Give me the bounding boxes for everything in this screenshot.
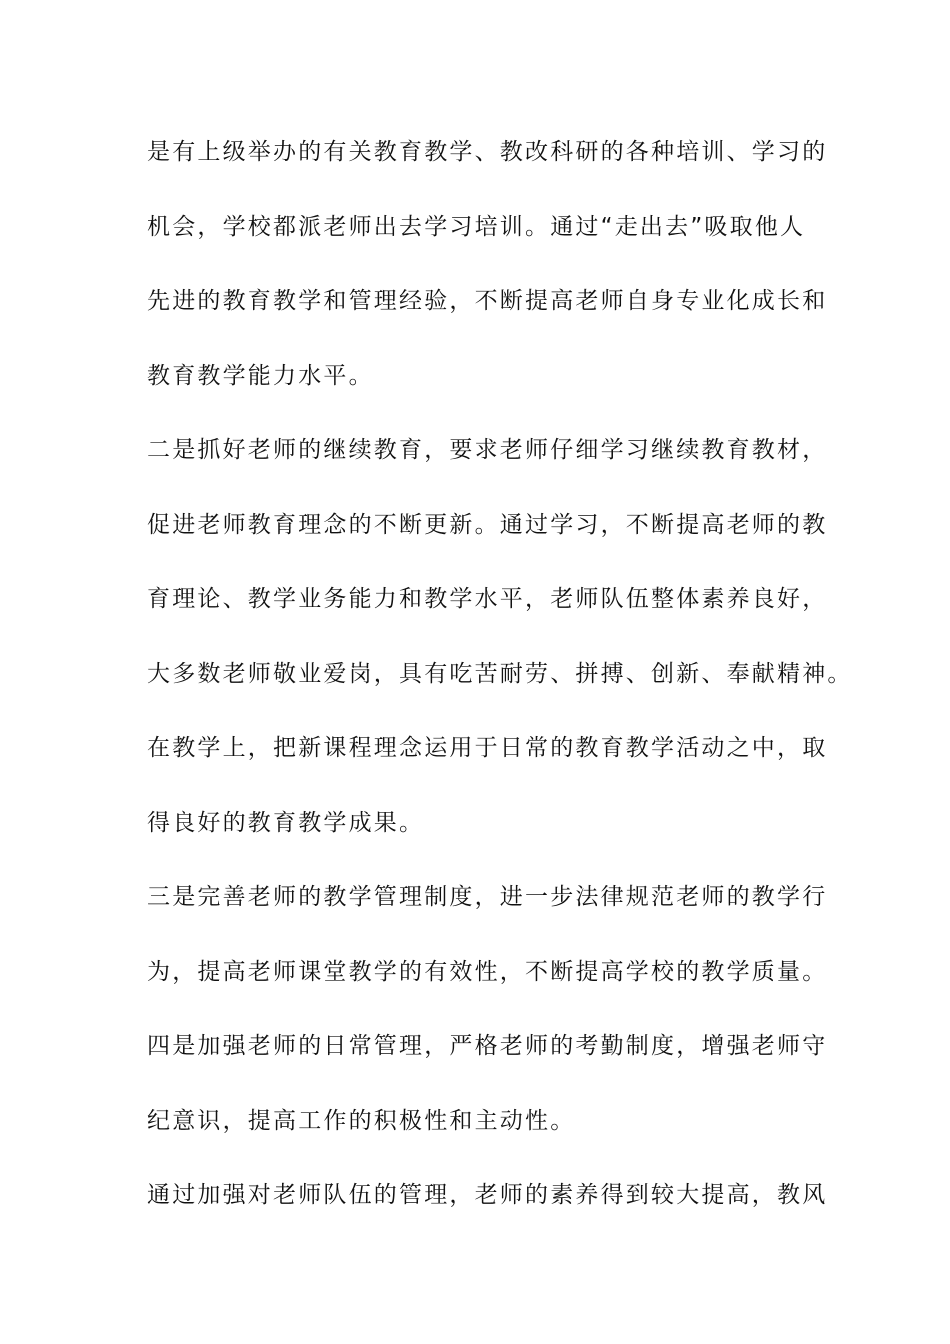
text-line: 为，提高老师课堂教学的有效性，不断提高学校的教学质量。 xyxy=(147,958,828,985)
text-line: 大多数老师敬业爱岗，具有吃苦耐劳、拼搏、创新、奉献精神。 xyxy=(147,660,853,687)
text-line: 通过加强对老师队伍的管理，老师的素养得到较大提高，教风 xyxy=(147,1182,828,1208)
text-line: 得良好的教育教学成果。 xyxy=(147,809,425,836)
text-line: 育理论、教学业务能力和教学水平，老师队伍整体素养良好， xyxy=(147,586,828,612)
text-line: 二是抓好老师的继续教育，要求老师仔细学习继续教育教材， xyxy=(147,437,828,463)
text-line: 是有上级举办的有关教育教学、教改科研的各种培训、学习的 xyxy=(147,139,828,165)
document-body xyxy=(147,130,853,1248)
text-line: 在教学上，把新课程理念运用于日常的教育教学活动之中，取 xyxy=(147,735,828,761)
text-line: 促进老师教育理念的不断更新。通过学习，不断提高老师的教 xyxy=(147,511,828,538)
text-line: 教育教学能力水平。 xyxy=(147,362,374,389)
text-line: 机会，学校都派老师出去学习培训。通过“走出去”吸取他人 xyxy=(147,213,806,240)
text-line: 三是完善老师的教学管理制度，进一步法律规范老师的教学行 xyxy=(147,884,828,910)
text-line: 四是加强老师的日常管理，严格老师的考勤制度，增强老师守 xyxy=(147,1033,828,1059)
text-line: 先进的教育教学和管理经验，不断提高老师自身专业化成长和 xyxy=(147,288,828,314)
text-line: 纪意识，提高工作的积极性和主动性。 xyxy=(147,1107,576,1134)
